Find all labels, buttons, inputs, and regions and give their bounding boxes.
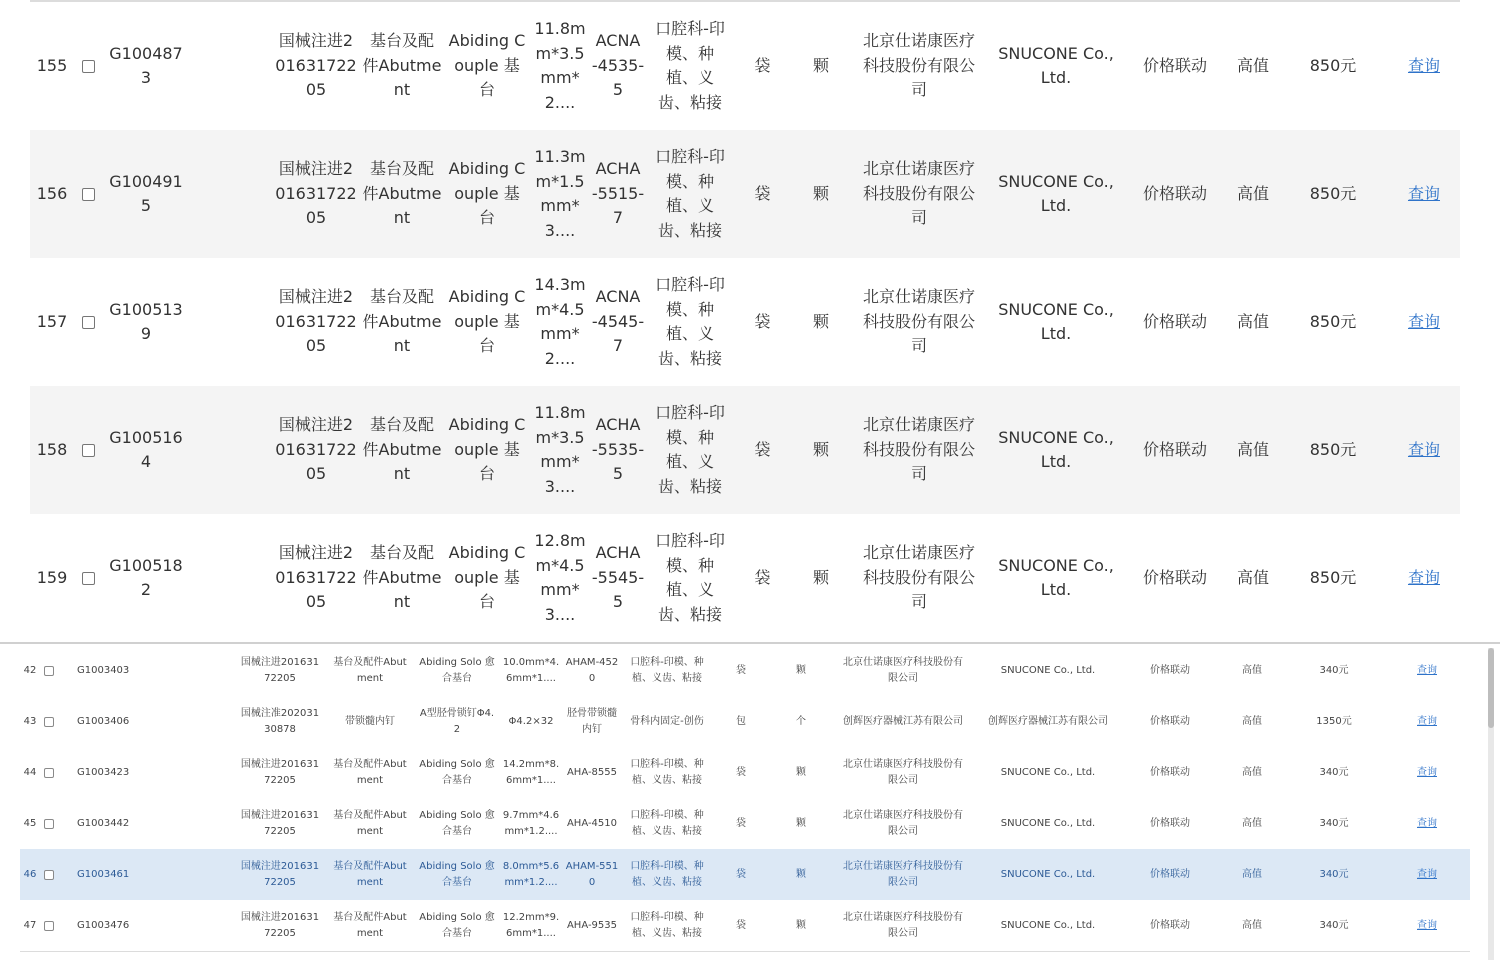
action-cell bbox=[1386, 386, 1462, 514]
table-row[interactable] bbox=[20, 900, 1470, 952]
row-checkbox-cell bbox=[74, 514, 102, 642]
registration-number: 国械注进2 01631722 05 bbox=[275, 543, 357, 612]
department: 口腔科-印 模、种 植、义 齿、粘接 bbox=[655, 19, 725, 112]
producer: 北京仕诺康医疗 科技股份有限公 司 bbox=[862, 543, 975, 612]
price: 850元 bbox=[1309, 311, 1357, 331]
value-class: 高值 bbox=[1242, 919, 1262, 931]
producer: 北京仕诺康医疗科技股份有 限公司 bbox=[843, 861, 963, 888]
package-unit: 袋 bbox=[754, 311, 771, 331]
product-code: G1003442 bbox=[77, 817, 130, 829]
query-link[interactable]: 查询 bbox=[1417, 664, 1437, 676]
specification: 14.3m m*4.5 mm* 2.... bbox=[534, 275, 586, 368]
min-unit: 颗 bbox=[812, 439, 829, 459]
product-name: Abiding C ouple 基 台 bbox=[448, 415, 526, 484]
min-unit: 颗 bbox=[796, 766, 806, 778]
table-row[interactable] bbox=[30, 2, 1460, 131]
package-unit: 袋 bbox=[754, 567, 771, 587]
product-code: G1003461 bbox=[77, 868, 130, 880]
department: 骨科内固定-创伤 bbox=[630, 715, 704, 727]
pricing-mode: 价格联动 bbox=[1150, 715, 1190, 727]
row-number: 159 bbox=[36, 567, 68, 587]
department: 口腔科-印模、种 植、义齿、粘接 bbox=[630, 759, 704, 786]
value-class: 高值 bbox=[1236, 55, 1269, 75]
action-cell bbox=[1400, 798, 1454, 849]
model-number: ACHA -5535- 5 bbox=[591, 415, 645, 484]
action-cell bbox=[1386, 2, 1462, 130]
pricing-mode: 价格联动 bbox=[1142, 311, 1207, 331]
product-code: G100518 2 bbox=[109, 555, 183, 599]
row-number: 47 bbox=[23, 919, 37, 931]
price: 850元 bbox=[1309, 55, 1357, 75]
product-code: G1003403 bbox=[77, 664, 130, 676]
table-row[interactable] bbox=[20, 798, 1470, 850]
price: 850元 bbox=[1309, 183, 1357, 203]
query-link[interactable]: 查询 bbox=[1417, 715, 1437, 727]
specification: 9.7mm*4.6 mm*1.2.... bbox=[502, 810, 560, 837]
manufacturer: SNUCONE Co., Ltd. bbox=[998, 555, 1114, 599]
query-link[interactable]: 查询 bbox=[1407, 183, 1440, 203]
package-unit: 袋 bbox=[754, 439, 771, 459]
product-code: G100516 4 bbox=[109, 427, 183, 471]
producer: 北京仕诺康医疗科技股份有 限公司 bbox=[843, 810, 963, 837]
model-number: ACHA -5515- 7 bbox=[591, 159, 645, 228]
model-number: AHA-8555 bbox=[566, 766, 618, 778]
specification: 10.0mm*4. 6mm*1.... bbox=[502, 657, 560, 684]
registration-number: 国械注进2 01631722 05 bbox=[275, 287, 357, 356]
model-number: AHAM-551 0 bbox=[565, 861, 619, 888]
row-checkbox[interactable] bbox=[44, 717, 54, 727]
min-unit: 颗 bbox=[812, 311, 829, 331]
query-link[interactable]: 查询 bbox=[1417, 817, 1437, 829]
row-checkbox-cell bbox=[74, 130, 102, 258]
value-class: 高值 bbox=[1242, 766, 1262, 778]
row-checkbox[interactable] bbox=[82, 444, 95, 457]
producer: 北京仕诺康医疗 科技股份有限公 司 bbox=[862, 415, 975, 484]
query-link[interactable]: 查询 bbox=[1417, 919, 1437, 931]
producer: 北京仕诺康医疗 科技股份有限公 司 bbox=[862, 31, 975, 100]
price: 850元 bbox=[1309, 439, 1357, 459]
pricing-mode: 价格联动 bbox=[1142, 55, 1207, 75]
model-number: ACHA -5545- 5 bbox=[591, 543, 645, 612]
producer: 北京仕诺康医疗科技股份有 限公司 bbox=[843, 912, 963, 939]
action-cell bbox=[1400, 747, 1454, 798]
department: 口腔科-印 模、种 植、义 齿、粘接 bbox=[655, 403, 725, 496]
min-unit: 颗 bbox=[812, 567, 829, 587]
min-unit: 颗 bbox=[796, 919, 806, 931]
price: 340元 bbox=[1319, 919, 1349, 931]
package-unit: 袋 bbox=[736, 766, 746, 778]
producer: 北京仕诺康医疗科技股份有 限公司 bbox=[843, 657, 963, 684]
row-checkbox-cell bbox=[74, 386, 102, 514]
min-unit: 颗 bbox=[796, 664, 806, 676]
registration-number: 国械注准202031 30878 bbox=[240, 708, 320, 735]
category: 带锁髓内钉 bbox=[345, 715, 395, 727]
row-checkbox-cell bbox=[40, 645, 58, 696]
row-number: 43 bbox=[23, 715, 37, 727]
product-name: Abiding Solo 愈 合基台 bbox=[419, 759, 495, 786]
pricing-mode: 价格联动 bbox=[1150, 919, 1190, 931]
query-link[interactable]: 查询 bbox=[1407, 311, 1440, 331]
row-number: 42 bbox=[23, 664, 37, 676]
row-number: 45 bbox=[23, 817, 37, 829]
product-code: G100487 3 bbox=[109, 43, 183, 87]
product-name: Abiding Solo 愈 合基台 bbox=[419, 912, 495, 939]
pricing-mode: 价格联动 bbox=[1150, 766, 1190, 778]
table-row[interactable] bbox=[30, 386, 1460, 515]
registration-number: 国械注进2 01631722 05 bbox=[275, 159, 357, 228]
query-link[interactable]: 查询 bbox=[1417, 868, 1437, 880]
query-link[interactable]: 查询 bbox=[1407, 439, 1440, 459]
table-row[interactable] bbox=[30, 514, 1460, 643]
category: 基台及配 件Abutme nt bbox=[362, 159, 442, 228]
category: 基台及配 件Abutme nt bbox=[362, 31, 442, 100]
row-checkbox[interactable] bbox=[44, 921, 54, 931]
row-checkbox-cell bbox=[40, 747, 58, 798]
action-cell bbox=[1386, 130, 1462, 258]
package-unit: 袋 bbox=[754, 183, 771, 203]
query-link[interactable]: 查询 bbox=[1417, 766, 1437, 778]
product-name: Abiding Solo 愈 合基台 bbox=[419, 861, 495, 888]
category: 基台及配件Abut ment bbox=[333, 861, 407, 888]
row-number: 155 bbox=[36, 55, 68, 75]
package-unit: 袋 bbox=[736, 868, 746, 880]
action-cell bbox=[1400, 645, 1454, 696]
product-name: Abiding Solo 愈 合基台 bbox=[419, 657, 495, 684]
registration-number: 国械注进2 01631722 05 bbox=[275, 415, 357, 484]
row-checkbox[interactable] bbox=[44, 666, 54, 676]
product-name: Abiding Solo 愈 合基台 bbox=[419, 810, 495, 837]
model-number: AHA-9535 bbox=[566, 919, 618, 931]
action-cell bbox=[1400, 849, 1454, 900]
category: 基台及配件Abut ment bbox=[333, 912, 407, 939]
table-row[interactable] bbox=[30, 130, 1460, 259]
value-class: 高值 bbox=[1242, 817, 1262, 829]
specification: 11.3m m*1.5 mm* 3.... bbox=[534, 147, 586, 240]
price: 850元 bbox=[1309, 567, 1357, 587]
package-unit: 包 bbox=[736, 715, 746, 727]
value-class: 高值 bbox=[1242, 664, 1262, 676]
min-unit: 颗 bbox=[796, 817, 806, 829]
price: 1350元 bbox=[1316, 715, 1352, 727]
package-unit: 袋 bbox=[736, 817, 746, 829]
specification: 12.2mm*9. 6mm*1.... bbox=[502, 912, 560, 939]
row-number: 156 bbox=[36, 183, 68, 203]
product-code: G100491 5 bbox=[109, 171, 183, 215]
product-code: G100513 9 bbox=[109, 299, 183, 343]
pricing-mode: 价格联动 bbox=[1142, 439, 1207, 459]
manufacturer: SNUCONE Co., Ltd. bbox=[998, 299, 1114, 343]
row-checkbox[interactable] bbox=[44, 870, 54, 880]
registration-number: 国械注进201631 72205 bbox=[240, 657, 320, 684]
producer: 北京仕诺康医疗 科技股份有限公 司 bbox=[862, 159, 975, 228]
bottom-table-panel bbox=[0, 644, 1500, 960]
department: 口腔科-印 模、种 植、义 齿、粘接 bbox=[655, 531, 725, 624]
department: 口腔科-印模、种 植、义齿、粘接 bbox=[630, 861, 704, 888]
model-number: ACNA -4545- 7 bbox=[591, 287, 645, 356]
scrollbar-thumb[interactable] bbox=[1488, 648, 1494, 728]
product-name: Abiding C ouple 基 台 bbox=[448, 287, 526, 356]
department: 口腔科-印模、种 植、义齿、粘接 bbox=[630, 657, 704, 684]
row-checkbox[interactable] bbox=[82, 188, 95, 201]
query-link[interactable]: 查询 bbox=[1407, 567, 1440, 587]
manufacturer: SNUCONE Co., Ltd. bbox=[1000, 868, 1096, 880]
category: 基台及配 件Abutme nt bbox=[362, 415, 442, 484]
action-cell bbox=[1400, 696, 1454, 747]
vertical-scrollbar[interactable] bbox=[1488, 648, 1494, 960]
specification: Φ4.2×32 bbox=[508, 715, 554, 727]
action-cell bbox=[1386, 258, 1462, 386]
table-row[interactable] bbox=[20, 696, 1470, 748]
row-checkbox[interactable] bbox=[44, 819, 54, 829]
value-class: 高值 bbox=[1236, 439, 1269, 459]
specification: 11.8m m*3.5 mm* 2.... bbox=[534, 19, 586, 112]
model-number: 胫骨带锁髓 内钉 bbox=[567, 708, 617, 735]
specification: 12.8m m*4.5 mm* 3.... bbox=[534, 531, 586, 624]
category: 基台及配件Abut ment bbox=[333, 810, 407, 837]
model-number: ACNA -4535- 5 bbox=[591, 31, 645, 100]
category: 基台及配 件Abutme nt bbox=[362, 287, 442, 356]
value-class: 高值 bbox=[1242, 715, 1262, 727]
row-checkbox-cell bbox=[40, 849, 58, 900]
department: 口腔科-印模、种 植、义齿、粘接 bbox=[630, 912, 704, 939]
action-cell bbox=[1386, 514, 1462, 642]
model-number: AHAM-452 0 bbox=[565, 657, 619, 684]
category: 基台及配件Abut ment bbox=[333, 759, 407, 786]
value-class: 高值 bbox=[1242, 868, 1262, 880]
value-class: 高值 bbox=[1236, 567, 1269, 587]
department: 口腔科-印模、种 植、义齿、粘接 bbox=[630, 810, 704, 837]
pricing-mode: 价格联动 bbox=[1150, 868, 1190, 880]
manufacturer: 创辉医疗器械江苏有限公司 bbox=[988, 715, 1108, 727]
manufacturer: SNUCONE Co., Ltd. bbox=[1000, 766, 1096, 778]
product-code: G1003423 bbox=[77, 766, 130, 778]
value-class: 高值 bbox=[1236, 311, 1269, 331]
price: 340元 bbox=[1319, 766, 1349, 778]
table-row[interactable] bbox=[20, 645, 1470, 697]
package-unit: 袋 bbox=[754, 55, 771, 75]
row-number: 158 bbox=[36, 439, 68, 459]
registration-number: 国械注进2 01631722 05 bbox=[275, 31, 357, 100]
price: 340元 bbox=[1319, 664, 1349, 676]
price: 340元 bbox=[1319, 868, 1349, 880]
pricing-mode: 价格联动 bbox=[1150, 664, 1190, 676]
min-unit: 个 bbox=[796, 715, 806, 727]
manufacturer: SNUCONE Co., Ltd. bbox=[1000, 817, 1096, 829]
row-checkbox[interactable] bbox=[82, 572, 95, 585]
product-name: Abiding C ouple 基 台 bbox=[448, 31, 526, 100]
row-checkbox-cell bbox=[40, 696, 58, 747]
manufacturer: SNUCONE Co., Ltd. bbox=[998, 171, 1114, 215]
query-link[interactable]: 查询 bbox=[1407, 55, 1440, 75]
product-code: G1003476 bbox=[77, 919, 130, 931]
manufacturer: SNUCONE Co., Ltd. bbox=[1000, 919, 1096, 931]
product-name: A型胫骨锁钉Φ4. 2 bbox=[419, 708, 495, 735]
value-class: 高值 bbox=[1236, 183, 1269, 203]
category: 基台及配件Abut ment bbox=[333, 657, 407, 684]
row-checkbox-cell bbox=[74, 2, 102, 130]
registration-number: 国械注进201631 72205 bbox=[240, 912, 320, 939]
row-checkbox[interactable] bbox=[44, 768, 54, 778]
action-cell bbox=[1400, 900, 1454, 951]
manufacturer: SNUCONE Co., Ltd. bbox=[998, 43, 1114, 87]
pricing-mode: 价格联动 bbox=[1150, 817, 1190, 829]
registration-number: 国械注进201631 72205 bbox=[240, 759, 320, 786]
row-checkbox[interactable] bbox=[82, 60, 95, 73]
specification: 11.8m m*3.5 mm* 3.... bbox=[534, 403, 586, 496]
table-row[interactable] bbox=[30, 258, 1460, 387]
pricing-mode: 价格联动 bbox=[1142, 567, 1207, 587]
pricing-mode: 价格联动 bbox=[1142, 183, 1207, 203]
row-number: 44 bbox=[23, 766, 37, 778]
department: 口腔科-印 模、种 植、义 齿、粘接 bbox=[655, 275, 725, 368]
specification: 14.2mm*8. 6mm*1.... bbox=[502, 759, 560, 786]
row-checkbox-cell bbox=[74, 258, 102, 386]
registration-number: 国械注进201631 72205 bbox=[240, 861, 320, 888]
department: 口腔科-印 模、种 植、义 齿、粘接 bbox=[655, 147, 725, 240]
min-unit: 颗 bbox=[812, 183, 829, 203]
model-number: AHA-4510 bbox=[566, 817, 618, 829]
producer: 北京仕诺康医疗 科技股份有限公 司 bbox=[862, 287, 975, 356]
manufacturer: SNUCONE Co., Ltd. bbox=[1000, 664, 1096, 676]
price: 340元 bbox=[1319, 817, 1349, 829]
package-unit: 袋 bbox=[736, 664, 746, 676]
product-code: G1003406 bbox=[77, 715, 130, 727]
row-checkbox-cell bbox=[40, 900, 58, 951]
row-number: 157 bbox=[36, 311, 68, 331]
package-unit: 袋 bbox=[736, 919, 746, 931]
producer: 创辉医疗器械江苏有限公司 bbox=[843, 715, 963, 727]
table-row[interactable] bbox=[20, 747, 1470, 799]
manufacturer: SNUCONE Co., Ltd. bbox=[998, 427, 1114, 471]
product-name: Abiding C ouple 基 台 bbox=[448, 159, 526, 228]
producer: 北京仕诺康医疗科技股份有 限公司 bbox=[843, 759, 963, 786]
min-unit: 颗 bbox=[796, 868, 806, 880]
row-checkbox-cell bbox=[40, 798, 58, 849]
row-checkbox[interactable] bbox=[82, 316, 95, 329]
category: 基台及配 件Abutme nt bbox=[362, 543, 442, 612]
min-unit: 颗 bbox=[812, 55, 829, 75]
specification: 8.0mm*5.6 mm*1.2.... bbox=[502, 861, 560, 888]
registration-number: 国械注进201631 72205 bbox=[240, 810, 320, 837]
product-name: Abiding C ouple 基 台 bbox=[448, 543, 526, 612]
table-row[interactable] bbox=[20, 849, 1470, 901]
row-number: 46 bbox=[23, 868, 37, 880]
